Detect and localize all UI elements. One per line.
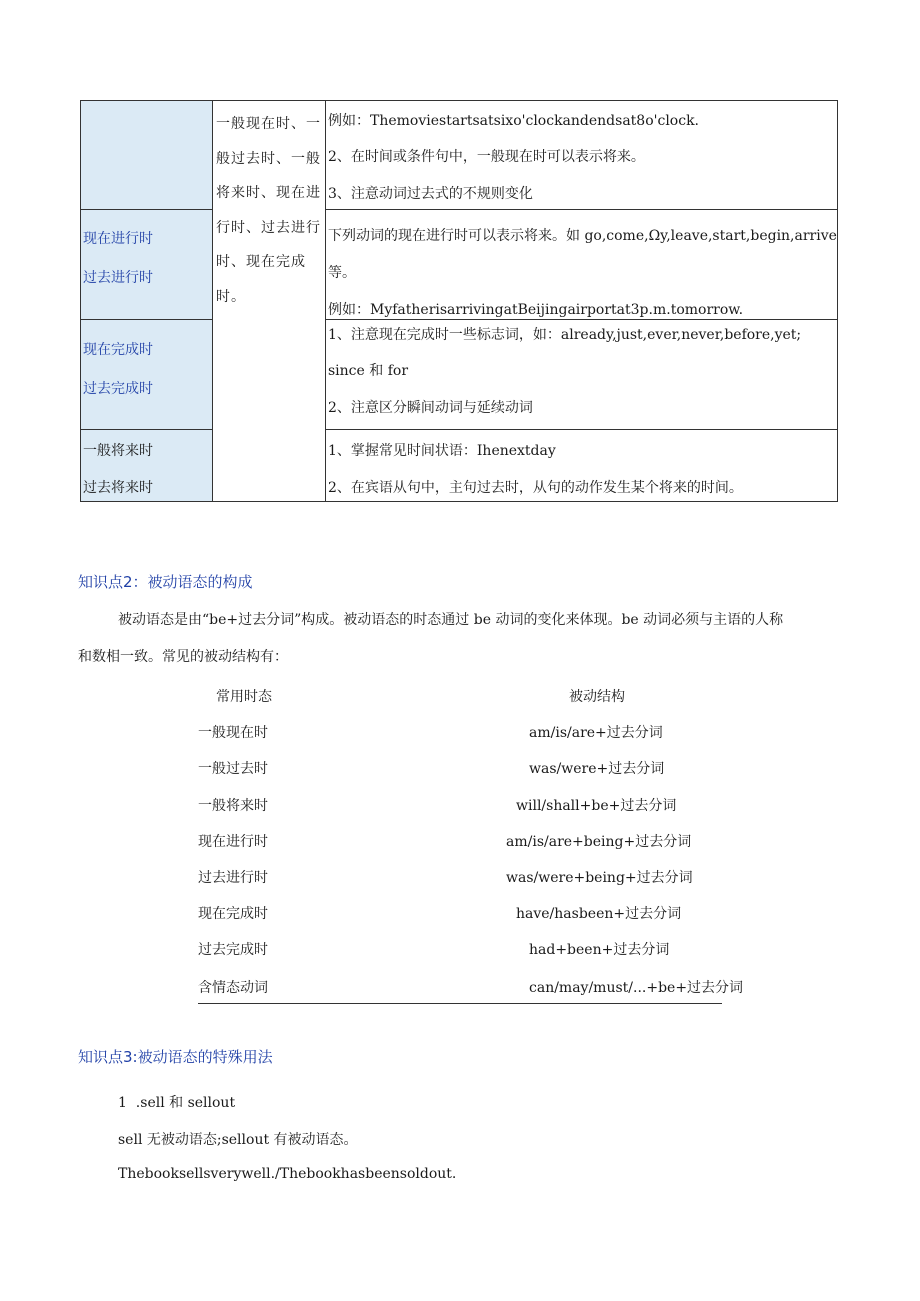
table-right-cell-4 bbox=[325, 429, 838, 502]
passive-row-structure: am/is/are+过去分词 bbox=[529, 725, 663, 741]
section2-paragraph-line2: 和数相一致。常见的被动结构有： bbox=[78, 649, 288, 665]
section3-item1: 1 .sell 和 sellout bbox=[118, 1095, 236, 1111]
note-line: 等。 bbox=[328, 265, 356, 281]
table-middle-cell bbox=[212, 100, 326, 502]
passive-row-structure: was/were+过去分词 bbox=[529, 761, 665, 777]
passive-row-structure: can/may/must/...+be+过去分词 bbox=[529, 980, 744, 996]
tense-label: 一般将来时 bbox=[83, 443, 153, 459]
passive-row-tense: 过去进行时 bbox=[198, 870, 268, 886]
passive-row-structure: was/were+being+过去分词 bbox=[506, 870, 693, 886]
tense-label: 过去将来时 bbox=[83, 480, 153, 496]
passive-row-structure: have/hasbeen+过去分词 bbox=[516, 906, 682, 922]
note-line: 例如：MyfatherisarrivingatBeijingairportat3p.m.tomorrow. bbox=[328, 302, 744, 318]
tense-table bbox=[80, 100, 838, 502]
middle-line: 将来时、现在进 bbox=[216, 185, 321, 201]
table-right-cell-1 bbox=[325, 100, 838, 210]
passive-row-structure: am/is/are+being+过去分词 bbox=[506, 834, 692, 850]
tense-label: 现在进行时 bbox=[83, 231, 153, 247]
section3-line2: sell 无被动语态;sellout 有被动语态。 bbox=[118, 1132, 358, 1148]
passive-row-tense: 含情态动词 bbox=[198, 980, 268, 996]
passive-header-structure: 被动结构 bbox=[569, 689, 625, 705]
section3-heading: 知识点3:被动语态的特殊用法 bbox=[78, 1048, 273, 1066]
passive-header-tense: 常用时态 bbox=[216, 689, 272, 705]
note-line: 2、在时间或条件句中，一般现在时可以表示将来。 bbox=[328, 149, 645, 165]
passive-row-tense: 一般现在时 bbox=[198, 725, 268, 741]
note-line: 1、掌握常见时间状语：Ihenextday bbox=[328, 443, 556, 459]
note-line: 下列动词的现在进行时可以表示将来。如 go,come,Ωy,leave,start,begin,arrive bbox=[328, 228, 837, 244]
table-left-cell-2 bbox=[80, 209, 213, 320]
table-right-cell-3 bbox=[325, 319, 838, 430]
middle-line: 行时、过去进行 bbox=[216, 219, 321, 236]
note-line: 2、注意区分瞬间动词与延续动词 bbox=[328, 400, 533, 416]
table-left-cell-4 bbox=[80, 429, 213, 502]
note-line: 3、注意动词过去式的不规则变化 bbox=[328, 186, 533, 202]
section2-paragraph-line1: 被动语态是由“be+过去分词”构成。被动语态的时态通过 be 动词的变化来体现。be 动词必须与主语的人称 bbox=[118, 612, 784, 628]
tense-label: 现在完成时 bbox=[83, 342, 153, 358]
table-left-cell-3 bbox=[80, 319, 213, 430]
note-line: 2、在宾语从句中，主句过去时，从句的动作发生某个将来的时间。 bbox=[328, 480, 743, 496]
table-bottom-rule bbox=[198, 1003, 722, 1004]
passive-row-tense: 现在完成时 bbox=[198, 906, 268, 922]
passive-row-structure: had+been+过去分词 bbox=[529, 942, 670, 958]
note-line: 1、注意现在完成时一些标志词，如：already,just,ever,never,before,yet; bbox=[328, 327, 802, 343]
table-right-cell-2 bbox=[325, 209, 838, 320]
table-left-cell-1 bbox=[80, 100, 213, 210]
passive-row-structure: will/shall+be+过去分词 bbox=[516, 798, 677, 814]
tense-label: 过去完成时 bbox=[83, 381, 153, 397]
section2-heading: 知识点2：被动语态的构成 bbox=[78, 573, 253, 591]
passive-row-tense: 一般将来时 bbox=[198, 798, 268, 814]
middle-line: 时。 bbox=[216, 288, 246, 305]
passive-row-tense: 过去完成时 bbox=[198, 942, 268, 958]
section3-line3: Thebooksellsverywell./Thebookhasbeensoldout. bbox=[118, 1166, 457, 1182]
note-line: since 和 for bbox=[328, 363, 409, 379]
note-line: 例如：Themoviestartsatsixo'clockandendsat8o'clock. bbox=[328, 113, 700, 129]
tense-label: 过去进行时 bbox=[83, 270, 153, 286]
middle-line: 时、现在完成 bbox=[216, 254, 306, 270]
passive-row-tense: 现在进行时 bbox=[198, 834, 268, 850]
middle-line: 般过去时、一般 bbox=[216, 150, 321, 167]
passive-row-tense: 一般过去时 bbox=[198, 761, 268, 777]
middle-line: 一般现在时、一 bbox=[216, 116, 321, 132]
